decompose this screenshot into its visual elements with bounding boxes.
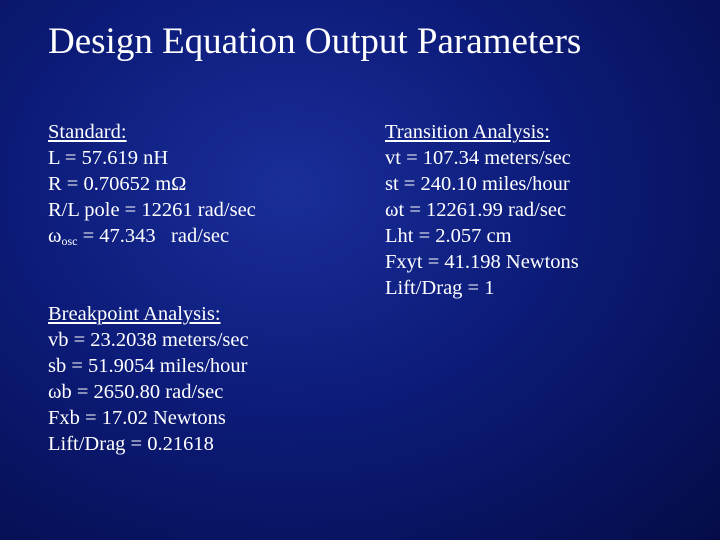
fxb-line: Fxb = 17.02 Newtons [48,407,226,429]
breakpoint-lift-drag-line: Lift/Drag = 0.21618 [48,433,214,455]
omega-t-line: ωt = 12261.99 rad/sec [385,199,567,221]
breakpoint-heading: Breakpoint Analysis: [48,303,221,325]
breakpoint-analysis [48,301,249,457]
vb-line: vb = 23.2038 meters/sec [48,329,249,351]
transition-heading: Transition Analysis: [385,121,550,143]
standard-parameters [48,119,256,254]
omega-osc-value: = 47.343 rad/sec [77,225,230,247]
omega-subscript: osc [61,234,78,248]
sb-line: sb = 51.9054 miles/hour [48,355,248,377]
st-line: st = 240.10 miles/hour [385,173,570,195]
rl-pole-line: R/L pole = 12261 rad/sec [48,199,256,221]
omega-b-line: ωb = 2650.80 rad/sec [48,381,224,403]
transition-lift-drag-line: Lift/Drag = 1 [385,277,495,299]
standard-heading: Standard: [48,121,127,143]
vt-line: vt = 107.34 meters/sec [385,147,571,169]
omega-symbol: ω [48,225,62,247]
lht-line: Lht = 2.057 cm [385,225,512,247]
resistance-line: R = 0.70652 mΩ [48,173,187,195]
fxyt-line: Fxyt = 41.198 Newtons [385,251,579,273]
inductance-line: L = 57.619 nH [48,147,169,169]
slide-title: Design Equation Output Parameters [48,21,582,62]
omega-osc-line [48,223,256,254]
transition-analysis [385,119,579,301]
